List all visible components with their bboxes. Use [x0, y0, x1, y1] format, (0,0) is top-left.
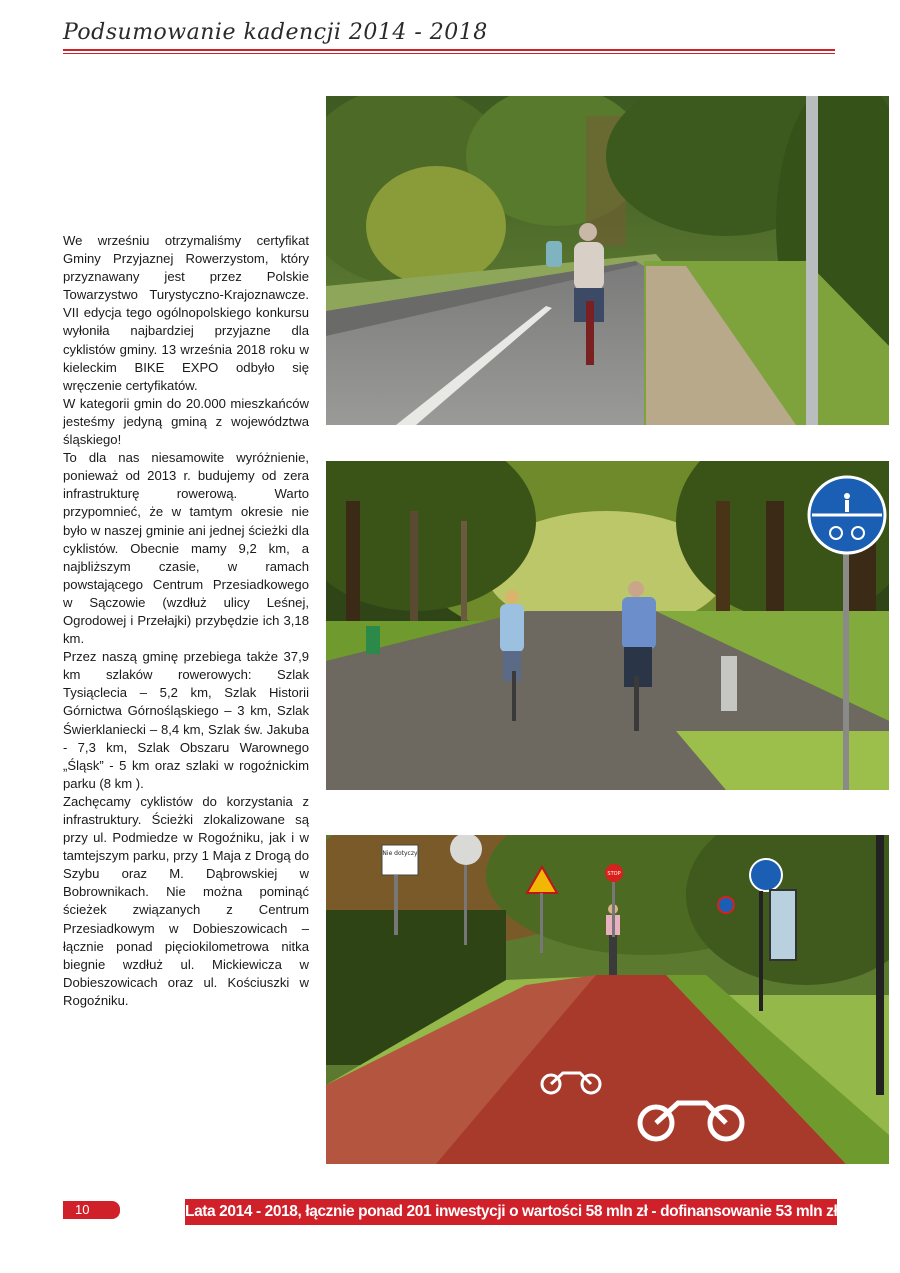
- header-divider-thin: [63, 53, 835, 54]
- stop-sign-text: STOP: [607, 871, 621, 877]
- article-paragraph: W kategorii gmin do 20.000 mieszkańców jesteśmy jedyną gminą z województwa śląskiego!: [63, 395, 309, 448]
- article-body: [63, 232, 309, 1010]
- page-number: 10: [63, 1201, 120, 1219]
- header-divider: [63, 49, 835, 51]
- article-paragraph: We wrześniu otrzymaliśmy certyfikat Gminy Przyjaznej Rowerzystom, który przyznawany jest przez Polskie Towarzystwo Turystyczno-Krajoznawcze. VII edycja tego ogólnopolskiego konkursu wyłoniła najbardziej przyjazne dla cyklistów gminy. 13 września 2018 roku w kieleckim BIKE EXPO odbyło się wręczenie certyfikatów.: [63, 233, 309, 393]
- article-paragraph: To dla nas niesamowite wyróżnienie, ponieważ od 2013 r. budujemy od zera infrastrukturę rowerową. Warto przypomnieć, że w tamtym okresie nie było w naszej gminie ani jednej ścieżki dla cyklistów. Obecnie mamy 9,2 km, a najbliższym czasie, w ramach powstającego Centrum Przesiadkowego w Sączowie (wzdłuż ulicy Leśnej, Ogrodowej i Przełajki) przybędzie ich 3,18 km.: [63, 450, 309, 647]
- article-paragraph: Zachęcamy cyklistów do korzystania z infrastruktury. Ścieżki zlokalizowane są przy ul. Podmiedze w Rogoźniku, jak i w tamtejszym parku, przy 1 Maja z Drogą do Szybu oraz M. Dąbrowskiej w Bobrownikach. Nie można pominąć ścieżek związanych z Centrum Przesiadkowym w Dobieszowicach – łącznie ponad pięciokilometrowa nitka biegnie wzdłuż ul. Mickiewicza w Dobieszowicach oraz ul. Kościuszki w Rogoźniku.: [63, 793, 309, 1008]
- photo-cyclists-in-park: [326, 461, 889, 790]
- sign-nie-dotyczy-text: Nie dotyczy: [382, 850, 418, 857]
- photo-red-bike-path: [326, 835, 889, 1164]
- photo-cyclist-on-road: [326, 96, 889, 425]
- footer-banner: Lata 2014 - 2018, łącznie ponad 201 inwestycji o wartości 58 mln zł - dofinansowanie 53 mln zł.: [185, 1199, 837, 1225]
- article-paragraph: Przez naszą gminę przebiega także 37,9 km szlaków rowerowych: Szlak Tysiąclecia – 5,2 km, Szlak Historii Górnictwa Górnośląskiego – 3 km, Szlak Świerklaniecki – 8,4 km, Szlak św. Jakuba - 7,3 km, Szlak Obszaru Warownego „Śląsk” - 5 km oraz szlaki w rogoźnickim parku (8 km ).: [63, 649, 309, 791]
- page-header-title: Podsumowanie kadencji 2014 - 2018: [63, 20, 488, 45]
